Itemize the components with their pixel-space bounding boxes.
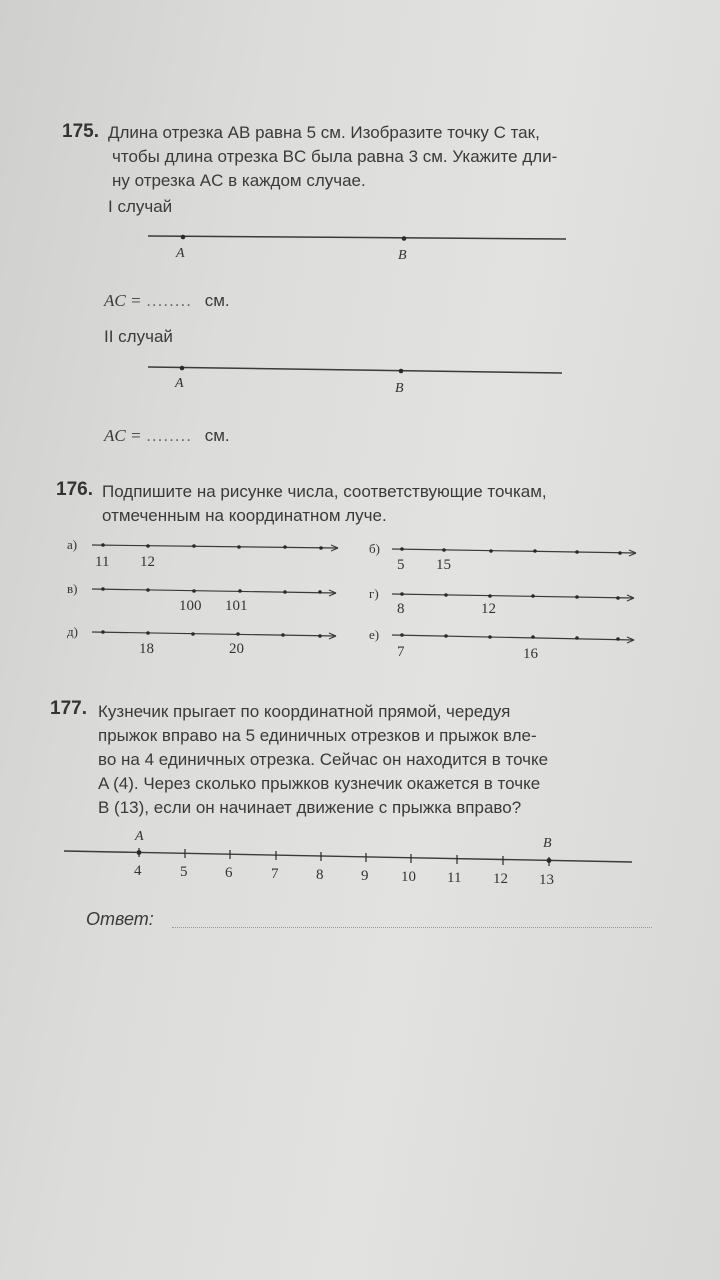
ray-b-label: б) xyxy=(369,541,380,556)
case-1-label-b: B xyxy=(398,248,407,263)
ray-d-num-2: 20 xyxy=(229,641,244,657)
ray-v-num-1: 100 xyxy=(179,598,202,614)
problem-176-number: 176. xyxy=(56,479,93,500)
ray-e-label: е) xyxy=(369,627,380,642)
answer-line[interactable] xyxy=(172,927,652,928)
line-177-label-b: B xyxy=(543,836,552,851)
answer-label: Ответ: xyxy=(86,909,154,929)
tick-6: 6 xyxy=(225,865,233,881)
tick-8: 8 xyxy=(316,867,324,883)
tick-5: 5 xyxy=(180,864,188,880)
problem-175-number: 175. xyxy=(62,121,99,142)
case-1-unit: см. xyxy=(204,291,230,310)
problem-177-line-2: прыжок вправо на 5 единичных отрезков и прыжок вле- xyxy=(98,726,537,745)
ray-a-label: а) xyxy=(67,537,78,552)
case-2-label: II случай xyxy=(104,327,173,346)
tick-13: 13 xyxy=(539,872,554,888)
problem-175-line-2: чтобы длина отрезка BC была равна 3 см. Укажите дли- xyxy=(112,147,558,166)
case-2-label-b: B xyxy=(395,381,404,396)
problem-177-line-4: A (4). Через сколько прыжков кузнечик окажется в точке xyxy=(98,774,541,793)
tick-7: 7 xyxy=(271,866,279,882)
tick-10: 10 xyxy=(401,869,416,885)
tick-11: 11 xyxy=(447,870,462,886)
ray-b-num-1: 5 xyxy=(397,557,405,573)
ray-g-label: г) xyxy=(369,586,379,601)
problem-177-line-5: B (13), если он начинает движение с прыжка вправо? xyxy=(98,798,522,817)
case-1-label: I случай xyxy=(108,197,173,216)
ray-e-num-1: 7 xyxy=(397,644,405,660)
ray-a-num-2: 12 xyxy=(140,554,155,570)
case-1-label-a: A xyxy=(176,246,185,261)
ray-v-label: в) xyxy=(67,581,78,596)
problem-177-number: 177. xyxy=(50,698,87,719)
case-1-answer-dots[interactable]: ........ xyxy=(146,291,192,310)
problem-175-line-3: ну отрезка AC в каждом случае. xyxy=(112,171,366,190)
problem-177-line-1: Кузнечик прыгает по координатной прямой, чередуя xyxy=(98,702,511,721)
problem-176-line-1: Подпишите на рисунке числа, соответствующие точкам, xyxy=(102,482,547,501)
tick-9: 9 xyxy=(361,868,369,884)
case-2-answer-dots[interactable]: ........ xyxy=(146,426,192,445)
tick-12: 12 xyxy=(493,871,508,887)
problem-177-line-3: во на 4 единичных отрезка. Сейчас он находится в точке xyxy=(98,750,549,769)
line-177-label-a: A xyxy=(135,829,144,844)
problem-176-line-2: отмеченным на координатном луче. xyxy=(102,506,387,525)
case-2-unit: см. xyxy=(204,426,230,445)
ray-e-num-2: 16 xyxy=(523,646,538,662)
ray-a-num-1: 11 xyxy=(95,554,110,570)
problem-175-line-1: Длина отрезка AB равна 5 см. Изобразите точку C так, xyxy=(108,123,540,142)
case-1-answer-label: AC = xyxy=(104,291,142,310)
case-2-label-a: A xyxy=(175,376,184,391)
ray-d-label: д) xyxy=(67,624,78,639)
ray-d-num-1: 18 xyxy=(139,641,154,657)
ray-g-num-2: 12 xyxy=(481,601,496,617)
ray-v-num-2: 101 xyxy=(225,598,248,614)
ray-g-num-1: 8 xyxy=(397,601,405,617)
case-2-answer-label: AC = xyxy=(104,426,142,445)
tick-4: 4 xyxy=(134,863,142,879)
ray-b-num-2: 15 xyxy=(436,557,451,573)
